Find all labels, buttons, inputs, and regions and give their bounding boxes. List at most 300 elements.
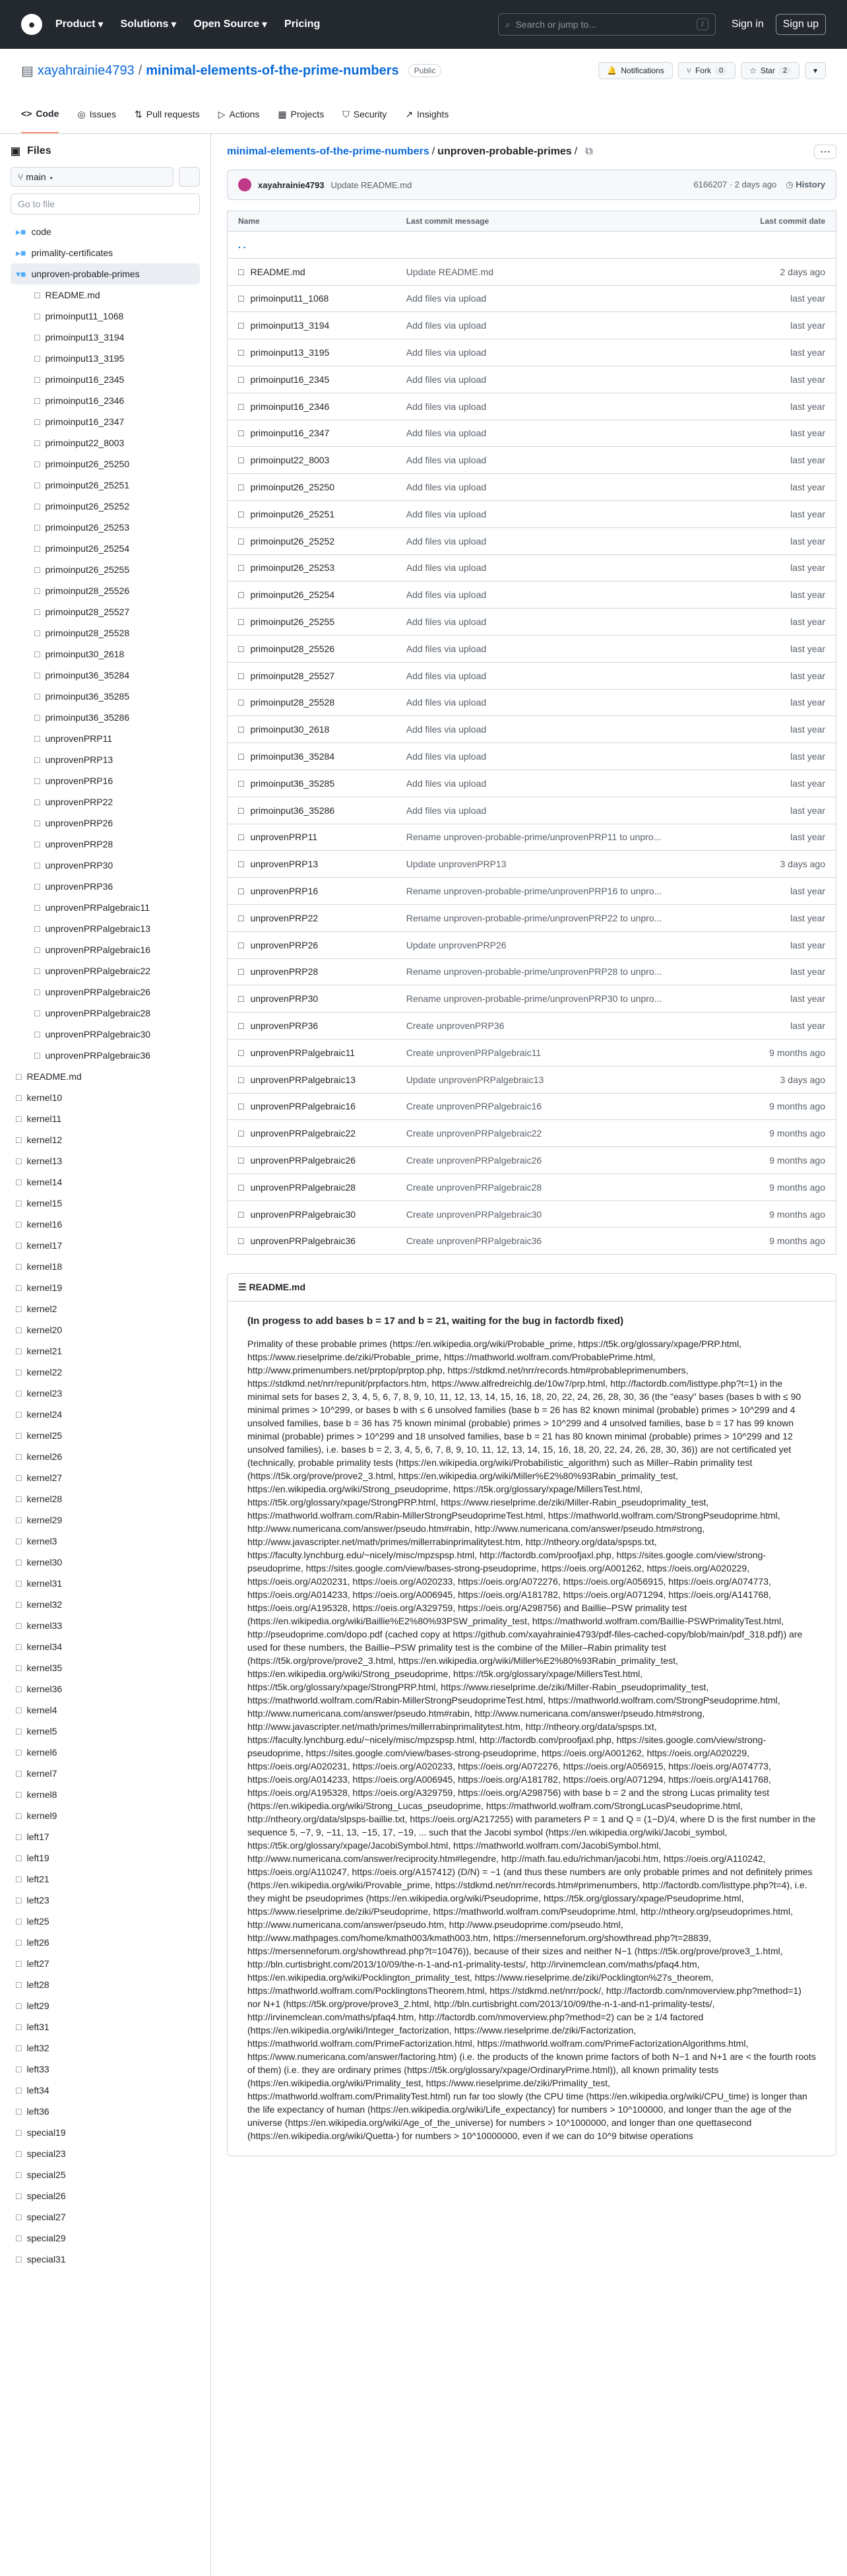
tree-file[interactable]: □ primoinput26_25255 [11,559,200,580]
bell-icon: 🔔 [607,66,617,75]
commit-message[interactable]: Update unprovenPRP26 [396,931,732,958]
file-name[interactable]: □ unprovenPRP22 [228,904,396,931]
tree-file[interactable]: □ kernel36 [11,1678,200,1700]
tree-file[interactable]: □ special25 [11,2164,200,2185]
tree-file[interactable]: □ kernel32 [11,1594,200,1615]
file-name[interactable]: □ primoinput26_25252 [228,527,396,554]
tree-file[interactable]: □ unprovenPRPalgebraic22 [11,960,200,981]
commit-date[interactable]: last year [731,554,836,581]
tree-file[interactable]: □ kernel9 [11,1805,200,1826]
tab-code[interactable]: <> Code [21,95,59,133]
breadcrumb [227,145,836,159]
tree-file[interactable]: □ left25 [11,1911,200,1932]
commit-message[interactable]: Add files via upload [396,609,732,636]
tree-file[interactable]: □ primoinput16_2347 [11,411,200,432]
tree-file[interactable]: □ primoinput36_35286 [11,707,200,728]
tree-file[interactable]: □ primoinput28_25528 [11,622,200,644]
file-name[interactable]: □ primoinput26_25255 [228,609,396,636]
tree-file[interactable]: □ primoinput26_25252 [11,496,200,517]
commit-date[interactable]: 9 months ago [731,1201,836,1228]
go-to-file-input[interactable]: Go to file [11,193,200,215]
commit-message[interactable]: Add files via upload [396,554,732,581]
list-icon: ☰ [238,1282,249,1293]
commit-date[interactable]: last year [731,527,836,554]
tree-file[interactable]: □ primoinput22_8003 [11,432,200,453]
tree-file[interactable]: □ kernel28 [11,1488,200,1509]
github-logo-icon[interactable]: ● [21,14,42,35]
commit-message[interactable]: Add files via upload [396,500,732,527]
tree-file[interactable]: □ special29 [11,2228,200,2249]
tree-file[interactable]: □ unprovenPRPalgebraic13 [11,918,200,939]
commit-date[interactable]: last year [731,716,836,743]
tree-file[interactable]: □ unprovenPRPalgebraic11 [11,897,200,918]
file-name[interactable]: □ unprovenPRP30 [228,985,396,1012]
file-name[interactable]: □ primoinput36_35285 [228,770,396,797]
file-name[interactable]: □ primoinput26_25253 [228,554,396,581]
commit-date[interactable]: last year [731,797,836,824]
tree-file[interactable]: □ README.md [11,284,200,306]
commit-message[interactable]: Create unprovenPRPalgebraic16 [396,1093,732,1120]
fork-button[interactable]: ⑂ Fork 0 [678,62,736,79]
file-name[interactable]: □ unprovenPRP11 [228,824,396,851]
commit-message[interactable]: Add files via upload [396,581,732,609]
tree-file[interactable]: □ kernel23 [11,1383,200,1404]
tree-file[interactable]: □ kernel20 [11,1319,200,1340]
commit-date[interactable]: last year [731,581,836,609]
tree-file[interactable]: □ kernel11 [11,1108,200,1129]
tree-file[interactable]: □ left33 [11,2059,200,2080]
commit-date[interactable]: last year [731,824,836,851]
avatar[interactable] [238,178,251,191]
tree-file[interactable]: □ left19 [11,1847,200,1868]
tree-file[interactable]: □ kernel4 [11,1700,200,1721]
file-name[interactable]: □ unprovenPRP28 [228,958,396,985]
tree-file[interactable]: □ kernel31 [11,1573,200,1594]
tab-projects[interactable]: ▦ Projects [278,95,324,133]
breadcrumb-repo[interactable]: minimal-elements-of-the-prime-numbers [227,146,429,157]
table-row[interactable] [228,635,836,662]
table-row[interactable] [228,500,836,527]
nav-solutions[interactable]: Solutions ▾ [120,18,177,30]
table-icon: ▦ [278,108,287,119]
tree-file[interactable]: □ primoinput36_35285 [11,686,200,707]
tree-file[interactable]: □ kernel34 [11,1636,200,1657]
table-row[interactable] [228,447,836,474]
commit-message[interactable]: Add files via upload [396,527,732,554]
file-name[interactable]: □ unprovenPRPalgebraic26 [228,1147,396,1174]
commit-date[interactable]: last year [731,609,836,636]
table-row[interactable] [228,393,836,420]
table-row[interactable] [228,985,836,1012]
global-header [0,0,847,49]
readme-panel [227,1273,836,2156]
table-row[interactable] [228,1066,836,1093]
commit-message[interactable]: Rename unproven-probable-prime/unprovenPRP16 to unpro... [396,878,732,905]
tree-file[interactable]: □ primoinput36_35284 [11,665,200,686]
tree-file[interactable]: □ kernel16 [11,1214,200,1235]
tree-file[interactable]: □ unprovenPRP28 [11,834,200,855]
commit-date[interactable]: last year [731,474,836,501]
commit-message[interactable]: Add files via upload [396,285,732,312]
tree-file[interactable]: □ left29 [11,1995,200,2016]
file-name[interactable]: □ primoinput26_25251 [228,500,396,527]
commit-date[interactable]: last year [731,931,836,958]
tab-issues[interactable]: ◎ Issues [77,95,116,133]
sign-in-link[interactable]: Sign in [731,18,764,30]
commit-message[interactable]: Add files via upload [396,393,732,420]
tree-folder[interactable]: ▸■ code [11,221,200,242]
file-name[interactable]: □ README.md [228,258,396,285]
tree-file[interactable]: □ left27 [11,1953,200,1974]
tree-file[interactable]: □ left26 [11,1932,200,1953]
commit-author[interactable]: xayahrainie4793 [258,180,325,190]
tree-folder[interactable]: ▾■ unproven-probable-primes [11,263,200,284]
table-row[interactable] [228,474,836,501]
file-name[interactable]: □ primoinput28_25528 [228,689,396,716]
table-row[interactable] [228,797,836,824]
commit-date[interactable]: last year [731,689,836,716]
commit-date[interactable]: last year [731,743,836,770]
file-name[interactable]: □ unprovenPRPalgebraic13 [228,1066,396,1093]
commit-date[interactable]: 9 months ago [731,1173,836,1201]
repo-name-link[interactable]: minimal-elements-of-the-prime-numbers [146,63,399,78]
commit-date[interactable]: last year [731,958,836,985]
tree-file[interactable]: □ kernel7 [11,1763,200,1784]
table-row[interactable] [228,743,836,770]
commit-date[interactable]: 3 days ago [731,1066,836,1093]
tree-file[interactable]: □ kernel18 [11,1256,200,1277]
tab-actions[interactable]: ▷ Actions [218,95,260,133]
tree-file[interactable]: □ left32 [11,2037,200,2059]
file-name[interactable]: □ primoinput16_2346 [228,393,396,420]
commit-hash[interactable]: 6166207 · 2 days ago [693,180,777,189]
tree-file[interactable]: □ left34 [11,2080,200,2101]
file-name[interactable]: □ primoinput28_25526 [228,635,396,662]
file-name[interactable]: □ primoinput16_2345 [228,366,396,393]
table-row[interactable] [228,366,836,393]
commit-date[interactable]: 9 months ago [731,1147,836,1174]
tree-file[interactable]: □ primoinput16_2346 [11,390,200,411]
tree-file[interactable]: □ unprovenPRP13 [11,749,200,770]
table-row[interactable] [228,904,836,931]
tree-file[interactable]: □ kernel35 [11,1657,200,1678]
repo-icon: ▤ [21,63,34,79]
tree-file[interactable]: □ left23 [11,1890,200,1911]
tree-file[interactable]: □ left36 [11,2101,200,2122]
tree-file[interactable]: □ primoinput16_2345 [11,369,200,390]
tree-file[interactable]: □ special26 [11,2185,200,2206]
tree-file[interactable]: □ primoinput13_3194 [11,327,200,348]
tree-file[interactable]: □ README.md [11,1066,200,1087]
file-name[interactable]: □ primoinput11_1068 [228,285,396,312]
commit-message[interactable]: Add files via upload [396,716,732,743]
table-row[interactable] [228,258,836,285]
commit-date[interactable]: last year [731,904,836,931]
tree-file[interactable]: □ kernel15 [11,1193,200,1214]
commit-message[interactable]: Rename unproven-probable-prime/unprovenPRP28 to unpro... [396,958,732,985]
tree-file[interactable]: □ kernel21 [11,1340,200,1362]
file-name[interactable]: □ primoinput30_2618 [228,716,396,743]
table-row[interactable] [228,339,836,366]
file-name[interactable]: □ primoinput26_25250 [228,474,396,501]
col-name: Name [228,211,396,232]
commit-message[interactable]: Update unprovenPRP13 [396,851,732,878]
repo-owner-link[interactable]: xayahrainie4793 [37,63,135,78]
commit-message[interactable]: Add files via upload [396,366,732,393]
star-dropdown-button[interactable] [805,62,826,79]
table-row[interactable] [228,824,836,851]
commit-date[interactable]: last year [731,420,836,447]
tree-file[interactable]: □ left21 [11,1868,200,1890]
table-row[interactable] [228,770,836,797]
branch-selector[interactable]: ⑂ main ▾ [11,167,173,187]
commit-message[interactable]: Rename unproven-probable-prime/unprovenPRP22 to unpro... [396,904,732,931]
commit-message[interactable]: Add files via upload [396,339,732,366]
commit-date[interactable]: last year [731,339,836,366]
tree-file[interactable]: □ primoinput26_25251 [11,475,200,496]
table-row[interactable] [228,1228,836,1255]
col-date: Last commit date [731,211,836,232]
tree-file[interactable]: □ unprovenPRPalgebraic36 [11,1045,200,1066]
commit-date[interactable]: 3 days ago [731,851,836,878]
commit-message[interactable]: Add files via upload [396,662,732,689]
commit-date[interactable]: last year [731,878,836,905]
clock-icon: ◷ [786,180,796,189]
tree-file[interactable]: □ primoinput28_25527 [11,601,200,622]
commit-message[interactable]: Add files via upload [396,635,732,662]
table-row[interactable] [228,662,836,689]
commit-message[interactable]: Add files via upload [396,474,732,501]
table-row[interactable] [228,689,836,716]
commit-message[interactable]: Create unprovenPRPalgebraic28 [396,1173,732,1201]
table-row[interactable] [228,581,836,609]
tab-security[interactable]: ⛉ Security [342,95,387,133]
commit-message[interactable]: Rename unproven-probable-prime/unprovenPRP11 to unpro... [396,824,732,851]
tree-file[interactable]: □ special19 [11,2122,200,2143]
more-options-button[interactable]: ⋯ [814,145,836,159]
file-name[interactable]: □ unprovenPRPalgebraic16 [228,1093,396,1120]
file-name[interactable]: □ unprovenPRPalgebraic28 [228,1173,396,1201]
tree-file[interactable]: □ unprovenPRP36 [11,876,200,897]
tree-file[interactable]: □ primoinput28_25526 [11,580,200,601]
commit-message[interactable]: Add files via upload [396,312,732,339]
tree-file[interactable]: □ kernel3 [11,1531,200,1552]
tree-file[interactable]: □ kernel10 [11,1087,200,1108]
tree-file[interactable]: □ kernel27 [11,1467,200,1488]
tree-file[interactable]: □ unprovenPRP11 [11,728,200,749]
tree-file[interactable]: □ primoinput26_25250 [11,453,200,475]
search-input[interactable]: ⌕ Search or jump to... / [498,13,716,36]
commit-date[interactable]: last year [731,662,836,689]
table-row[interactable] [228,609,836,636]
commit-message[interactable]: Add files via upload [396,689,732,716]
table-row[interactable] [228,554,836,581]
tree-file[interactable]: □ left28 [11,1974,200,1995]
commit-message[interactable]: Create unprovenPRPalgebraic30 [396,1201,732,1228]
table-row[interactable] [228,931,836,958]
search-files-button[interactable] [179,167,200,187]
file-name[interactable]: □ unprovenPRPalgebraic36 [228,1228,396,1255]
file-name[interactable]: □ unprovenPRPalgebraic30 [228,1201,396,1228]
tree-file[interactable]: □ kernel6 [11,1742,200,1763]
file-name[interactable]: □ primoinput28_25527 [228,662,396,689]
tree-folder[interactable]: ▸■ primality-certificates [11,242,200,263]
tree-file[interactable]: □ kernel5 [11,1721,200,1742]
table-row[interactable] [228,527,836,554]
tab-pull-requests[interactable]: ⇅ Pull requests [135,95,200,133]
sign-up-button[interactable]: Sign up [776,14,826,35]
file-name[interactable]: □ unprovenPRP26 [228,931,396,958]
tree-file[interactable]: □ unprovenPRPalgebraic30 [11,1024,200,1045]
table-row[interactable] [228,1147,836,1174]
commit-date[interactable]: 9 months ago [731,1093,836,1120]
commit-date[interactable]: last year [731,500,836,527]
commit-message[interactable]: Update README.md [330,180,412,190]
commit-message[interactable]: Rename unproven-probable-prime/unprovenPRP30 to unpro... [396,985,732,1012]
col-message: Last commit message [396,211,732,232]
table-row[interactable] [228,1201,836,1228]
tree-file[interactable]: □ kernel2 [11,1298,200,1319]
commit-date[interactable]: last year [731,447,836,474]
tree-file[interactable]: □ kernel33 [11,1615,200,1636]
table-row[interactable] [228,1120,836,1147]
commit-date[interactable]: last year [731,635,836,662]
file-name[interactable]: □ unprovenPRPalgebraic22 [228,1120,396,1147]
tree-file[interactable]: □ primoinput30_2618 [11,644,200,665]
table-row[interactable] [228,716,836,743]
file-name[interactable]: □ primoinput36_35284 [228,743,396,770]
commit-date[interactable]: last year [731,985,836,1012]
copy-path-icon[interactable]: ⧉ [585,146,593,157]
commit-date[interactable]: last year [731,285,836,312]
commit-date[interactable]: last year [731,770,836,797]
notifications-button[interactable]: 🔔 Notifications [598,62,672,79]
table-row[interactable] [228,1093,836,1120]
file-name[interactable]: □ unprovenPRP36 [228,1012,396,1040]
file-tree [11,221,200,2270]
commit-date[interactable]: 9 months ago [731,1228,836,1255]
file-name[interactable]: □ unprovenPRP13 [228,851,396,878]
tree-file[interactable]: □ unprovenPRPalgebraic16 [11,939,200,960]
commit-date[interactable]: last year [731,393,836,420]
commit-message[interactable]: Create unprovenPRPalgebraic36 [396,1228,732,1255]
file-name[interactable]: □ primoinput13_3194 [228,312,396,339]
commit-message[interactable]: Create unprovenPRPalgebraic11 [396,1039,732,1066]
tree-file[interactable]: □ primoinput26_25253 [11,517,200,538]
nav-pricing[interactable]: Pricing [284,18,321,30]
commit-message[interactable]: Create unprovenPRPalgebraic22 [396,1120,732,1147]
tree-file[interactable]: □ kernel29 [11,1509,200,1531]
tree-file[interactable]: □ primoinput26_25254 [11,538,200,559]
star-button[interactable]: ☆ Star 2 [741,62,800,79]
table-row[interactable] [228,878,836,905]
history-button[interactable]: ◷ History [786,180,825,189]
tree-file[interactable]: □ primoinput11_1068 [11,306,200,327]
tree-file[interactable]: □ kernel24 [11,1404,200,1425]
commit-message[interactable]: Add files via upload [396,770,732,797]
file-name[interactable]: □ primoinput16_2347 [228,420,396,447]
tree-file[interactable]: □ kernel25 [11,1425,200,1446]
tree-file[interactable]: □ unprovenPRP30 [11,855,200,876]
tree-file[interactable]: □ kernel19 [11,1277,200,1298]
tree-file[interactable]: □ kernel22 [11,1362,200,1383]
commit-date[interactable]: last year [731,366,836,393]
tree-file[interactable]: □ left17 [11,1826,200,1847]
commit-message[interactable]: Add files via upload [396,743,732,770]
tree-file[interactable]: □ kernel8 [11,1784,200,1805]
nav-product[interactable]: Product ▾ [55,18,104,30]
table-row[interactable] [228,958,836,985]
readme-title: ☰ README.md [228,1274,836,1302]
commit-message[interactable]: Add files via upload [396,420,732,447]
tree-file[interactable]: □ kernel13 [11,1150,200,1172]
commit-message[interactable]: Update README.md [396,258,732,285]
commit-date[interactable]: last year [731,312,836,339]
tree-file[interactable]: □ kernel17 [11,1235,200,1256]
tree-file[interactable]: □ kernel14 [11,1172,200,1193]
table-row[interactable] [228,851,836,878]
nav-open-source[interactable]: Open Source ▾ [193,18,268,30]
file-name[interactable]: □ unprovenPRPalgebraic11 [228,1039,396,1066]
table-row[interactable] [228,1012,836,1040]
play-icon: ▷ [218,108,226,119]
commit-date[interactable]: 9 months ago [731,1039,836,1066]
tree-file[interactable]: □ unprovenPRP26 [11,812,200,834]
tree-file[interactable]: □ kernel26 [11,1446,200,1467]
tree-file[interactable]: □ unprovenPRP22 [11,791,200,812]
table-row[interactable] [228,1039,836,1066]
file-name[interactable]: □ primoinput13_3195 [228,339,396,366]
branch-icon: ⑂ [18,172,26,182]
file-name[interactable]: □ primoinput22_8003 [228,447,396,474]
tree-file[interactable]: □ kernel12 [11,1129,200,1150]
commit-message[interactable]: Create unprovenPRPalgebraic26 [396,1147,732,1174]
file-name[interactable]: □ unprovenPRP16 [228,878,396,905]
tree-file[interactable]: □ special23 [11,2143,200,2164]
table-row[interactable] [228,420,836,447]
tree-file[interactable]: □ unprovenPRPalgebraic26 [11,981,200,1003]
tree-file[interactable]: □ unprovenPRPalgebraic28 [11,1003,200,1024]
readme-paragraph: Primality of these probable primes (https://en.wikipedia.org/wiki/Probable_prime, https://t5k.org/glossary/xpage/PRP.html, https://www.rieselprime.de/ziki/Probable_prime, https://mathworld.wolfram.com/ProbablePrime.html, http://www.primenumbers.net/prptop/prptop.php, https://stdkmd.net/nrr/records.htm#probableprimenumbers, https://stdkmd.net/nrr/repunit/prpfactors.htm, https://www.alfredreichlg.de/10w7/prp.html, http://factordb.com/listtype.php?t=1) in the minimal sets for bases 2, 3, 4, 5, 6, 7, 8, 9, 10, 11, 12, 13, 14, 15, 16, 18, 20, 22, 24, 26, 28, 30, 36 (the "easy" bases (bases b with ≤ 90 minimal primes > 10^299, or bases b with ≤ 6 unsolved families (base b = 26 has 82 known minimal (probable) primes > 10^299 and 4 unsolved families, base b = 36 has 75 known minimal (probable) primes > 10^299 and 4 unsolved families, base b = 17 has 99 known minimal (probable) primes > 10^299 and 18 unsolved families, base b = 21 has 80 known minimal (probable) primes > 10^299 and 12 unsolved families), i.e. bases b = 2, 3, 4, 5, 6, 7, 8, 9, 10, 11, 12, 13, 14, 15, 16, 18, 20, 22, 24, 26, 28, 30, 36)) are not certificated yet (technically, probable primality tests (https://en.wikipedia.org/wiki/Probabilistic_algorithm) such as Miller–Rabin primality test (https://t5k.org/prove/prove2_3.html, https://en.wikipedia.org/wiki/Miller%E2%80%93Rabin_primality_test, https://en.wikipedia.org/wiki/Strong_pseudoprime, https://t5k.org/glossary/xpage/MillersTest.html, https://t5k.org/glossary/xpage/StrongPRP.html, https://www.rieselprime.de/ziki/Miller-Rabin_pseudoprimality_test, https://mathworld.wolfram.com/Rabin-MillerStrongPseudoprimeTest.html, https://mathworld.wolfram.com/StrongPseudoprime.html, http://www.numericana.com/answer/pseudo.htm#rabin, http://www.numericana.com/answer/pseudo.htm#strong, http://www.javascripter.net/math/primes/millerrabinprimalitytest.htm, http://ntheory.org/data/spsps.txt, https://faculty.lynchburg.edu/~nicely/misc/mpzspsp.html, http://factordb.com/proofjaxl.php, https://sites.google.com/view/strong-pseudoprime, https://sites.google.com/view/bases-strong-pseudoprime, https://oeis.org/A001262, https://oeis.org/A020229, https://oeis.org/A020231, https://oeis.org/A020233, https://oeis.org/A072276, https://oeis.org/A056915, https://oeis.org/A074773, https://oeis.org/A014233, https://oeis.org/A006945, https://oeis.org/A181782, https://oeis.org/A071294, https://oeis.org/A141768, https://oeis.org/A195328, https://oeis.org/A329759, https://oeis.org/A298756) and Baillie–PSW primality test (https://en.wikipedia.org/wiki/Baillie%E2%80%93PSW_primality_test, https://mathworld.wolfram.com/Baillie-PSWPrimalityTest.html, http://pseudoprime.com/dopo.pdf (cached copy at https://github.com/xayahrainie4793/pdf-files-cached-copy/blob/main/pdf_318.pdf)) are used for these numbers, the Baillie–PSW primality test is the combine of the Miller–Rabin primality test (https://t5k.org/prove/prove2_3.html, https://en.wikipedia.org/wiki/Miller%E2%80%93Rabin_primality_test, https://en.wikipedia.org/wiki/Strong_pseudoprime, https://t5k.org/glossary/xpage/MillersTest.html, https://t5k.org/glossary/xpage/StrongPRP.html, https://www.rieselprime.de/ziki/Miller-Rabin_pseudoprimality_test, https://mathworld.wolfram.com/Rabin-MillerStrongPseudoprimeTest.html, https://mathworld.wolfram.com/StrongPseudoprime.html, http://www.numericana.com/answer/pseudo.htm#rabin, http://www.numericana.com/answer/pseudo.htm#strong, http://www.javascripter.net/math/primes/millerrabinprimalitytest.htm, http://ntheory.org/data/spsps.txt, https://faculty.lynchburg.edu/~nicely/misc/mpzspsp.html, http://factordb.com/proofjaxl.php, https://sites.google.com/view/strong-pseudoprime, https://sites.google.com/view/bases-strong-pseudoprime, https://oeis.org/A001262, https://oeis.org/A020229, https://oeis.org/A020231, https://oeis.org/A020233, https://oeis.org/A072276, https://oeis.org/A056915, https://oeis.org/A074773, https://oeis.org/A014233, https://oeis.org/A006945, https://oeis.org/A181782, https://oeis.org/A071294, https://oeis.org/A141768, https://oeis.org/A195328, https://oeis.org/A329759, https://oeis.org/A298756) with base b = 2 and the strong Lucas primality test (https://en.wikipedia.org/wiki/Strong_Lucas_pseudoprime, https://mathworld.wolfram.com/StrongLucasPseudoprime.html, http://ntheory.org/data/slpsps-baillie.txt, https://oeis.org/A217255) with parameters P = 1 and Q = (1−D)/4, where D is the first number in the sequence 5, −7, 9, −11, 13, −15, 17, −19, ... such that the Jacobi symbol (https://en.wikipedia.org/wiki/Jacobi_symbol, https://t5k.org/glossary/xpage/JacobiSymbol.html, https://mathworld.wolfram.com/JacobiSymbol.html, http://www.numericana.com/answer/reciprocity.htm#legendre, http://math.fau.edu/richman/jacobi.htm, https://oeis.org/A110242, https://oeis.org/A110247, https://oeis.org/A157412) (D/N) = −1 (and thus these numbers are only probable primes and not definitely primes (https://en.wikipedia.org/wiki/Provable_prime, https://stdkmd.net/nrr/records.htm#primenumbers, http://factordb.com/listtype.php?t=4), i.e. they might be pseudoprimes (https://en.wikipedia.org/wiki/Pseudoprime, https://t5k.org/glossary/xpage/Pseudoprime.html, https://www.rieselprime.de/ziki/Pseudoprime, https://mathworld.wolfram.com/Pseudoprime.html, http://ntheory.org/pseudoprimes.html, http://www.numericana.com/answer/pseudo.htm, http://www.pseudoprime.com/pseudo.html, http://www.mathpages.com/home/kmath003/kmath003.htm, https://mersenneforum.org/showthread.php?t=28839, https://mersenneforum.org/showthread.php?t=10476)), because of their sizes and neither N−1 (https://t5k.org/prove/prove3_1.html, http://bln.curtisbright.com/2013/10/09/the-n-1-and-n1-primality-tests/, http://irvinemclean.com/maths/pfaq4.htm, https://en.wikipedia.org/wiki/Pocklington_primality_test, https://www.rieselprime.de/ziki/Pocklington%27s_theorem, https://mathworld.wolfram.com/PocklingtonsTheorem.html, https://stdkmd.net/nrr/pock/, http://factordb.com/nmoverview.php?method=1) nor N+1 (https://t5k.org/prove/prove3_2.html, http://bln.curtisbright.com/2013/10/09/the-n-1-and-n1-primality-tests/, http://irvinemclean.com/maths/pfaq4.htm, http://factordb.com/nmoverview.php?method=2) can be ≥ 1/4 factored (https://en.wikipedia.org/wiki/Integer_factorization, https://www.rieselprime.de/ziki/Factorization, https://mathworld.wolfram.com/PrimeFactorization.html, https://mathworld.wolfram.com/PrimeFactorizationAlgorithms.html, https://www.numericana.com/answer/factoring.htm) (i.e. the products of the known prime factors of both N−1 and N+1 are < the fourth roots of them) (i.e. they are ordinary primes (https://t5k.org/glossary/xpage/OrdinaryPrime.html)), all known primality tests (https://en.wikipedia.org/wiki/Primality_test, https://www.rieselprime.de/ziki/Primality_test, https://mathworld.wolfram.com/PrimalityTest.html) run far too slowly (the CPU time (https://en.wikipedia.org/wiki/CPU_time) is longer than the life expectancy of human (https://en.wikipedia.org/wiki/Life_expectancy) for numbers > 10^100000, and longer than the age of the universe (https://en.wikipedia.org/wiki/Age_of_the_universe) for numbers > 10^1000000, and longer than one quettasecond (https://en.wikipedia.org/wiki/Quetta-) for numbers > 10^10000000, even if we can do 10^9 bitwise operations [247,1338,816,2142]
breadcrumb-current: unproven-probable-primes [437,146,572,157]
sidebar-toggle-icon[interactable]: ▣ [11,146,21,157]
commit-date[interactable]: last year [731,1012,836,1040]
tree-file[interactable]: □ kernel30 [11,1552,200,1573]
commit-date[interactable]: 9 months ago [731,1120,836,1147]
file-name[interactable]: □ primoinput26_25254 [228,581,396,609]
repo-tabs [21,95,826,133]
search-icon: ⌕ [505,18,511,30]
table-row[interactable] [228,285,836,312]
breadcrumb-separator: / [574,146,578,157]
commit-date[interactable]: 2 days ago [731,258,836,285]
tree-file[interactable]: □ primoinput13_3195 [11,348,200,369]
tab-insights[interactable]: ↗ Insights [405,95,449,133]
breadcrumb-separator: / [431,146,435,157]
table-row[interactable] [228,312,836,339]
commit-message[interactable]: Update unprovenPRPalgebraic13 [396,1066,732,1093]
tree-file[interactable]: □ special31 [11,2249,200,2270]
tree-file[interactable]: □ unprovenPRP16 [11,770,200,791]
commit-message[interactable]: Create unprovenPRP36 [396,1012,732,1040]
commit-message[interactable]: Add files via upload [396,797,732,824]
table-row[interactable] [228,1173,836,1201]
parent-dir-link[interactable]: . . [228,232,836,259]
commit-message[interactable]: Add files via upload [396,447,732,474]
file-name[interactable]: □ primoinput36_35286 [228,797,396,824]
tree-file[interactable]: □ special27 [11,2206,200,2228]
tree-file[interactable]: □ left31 [11,2016,200,2037]
